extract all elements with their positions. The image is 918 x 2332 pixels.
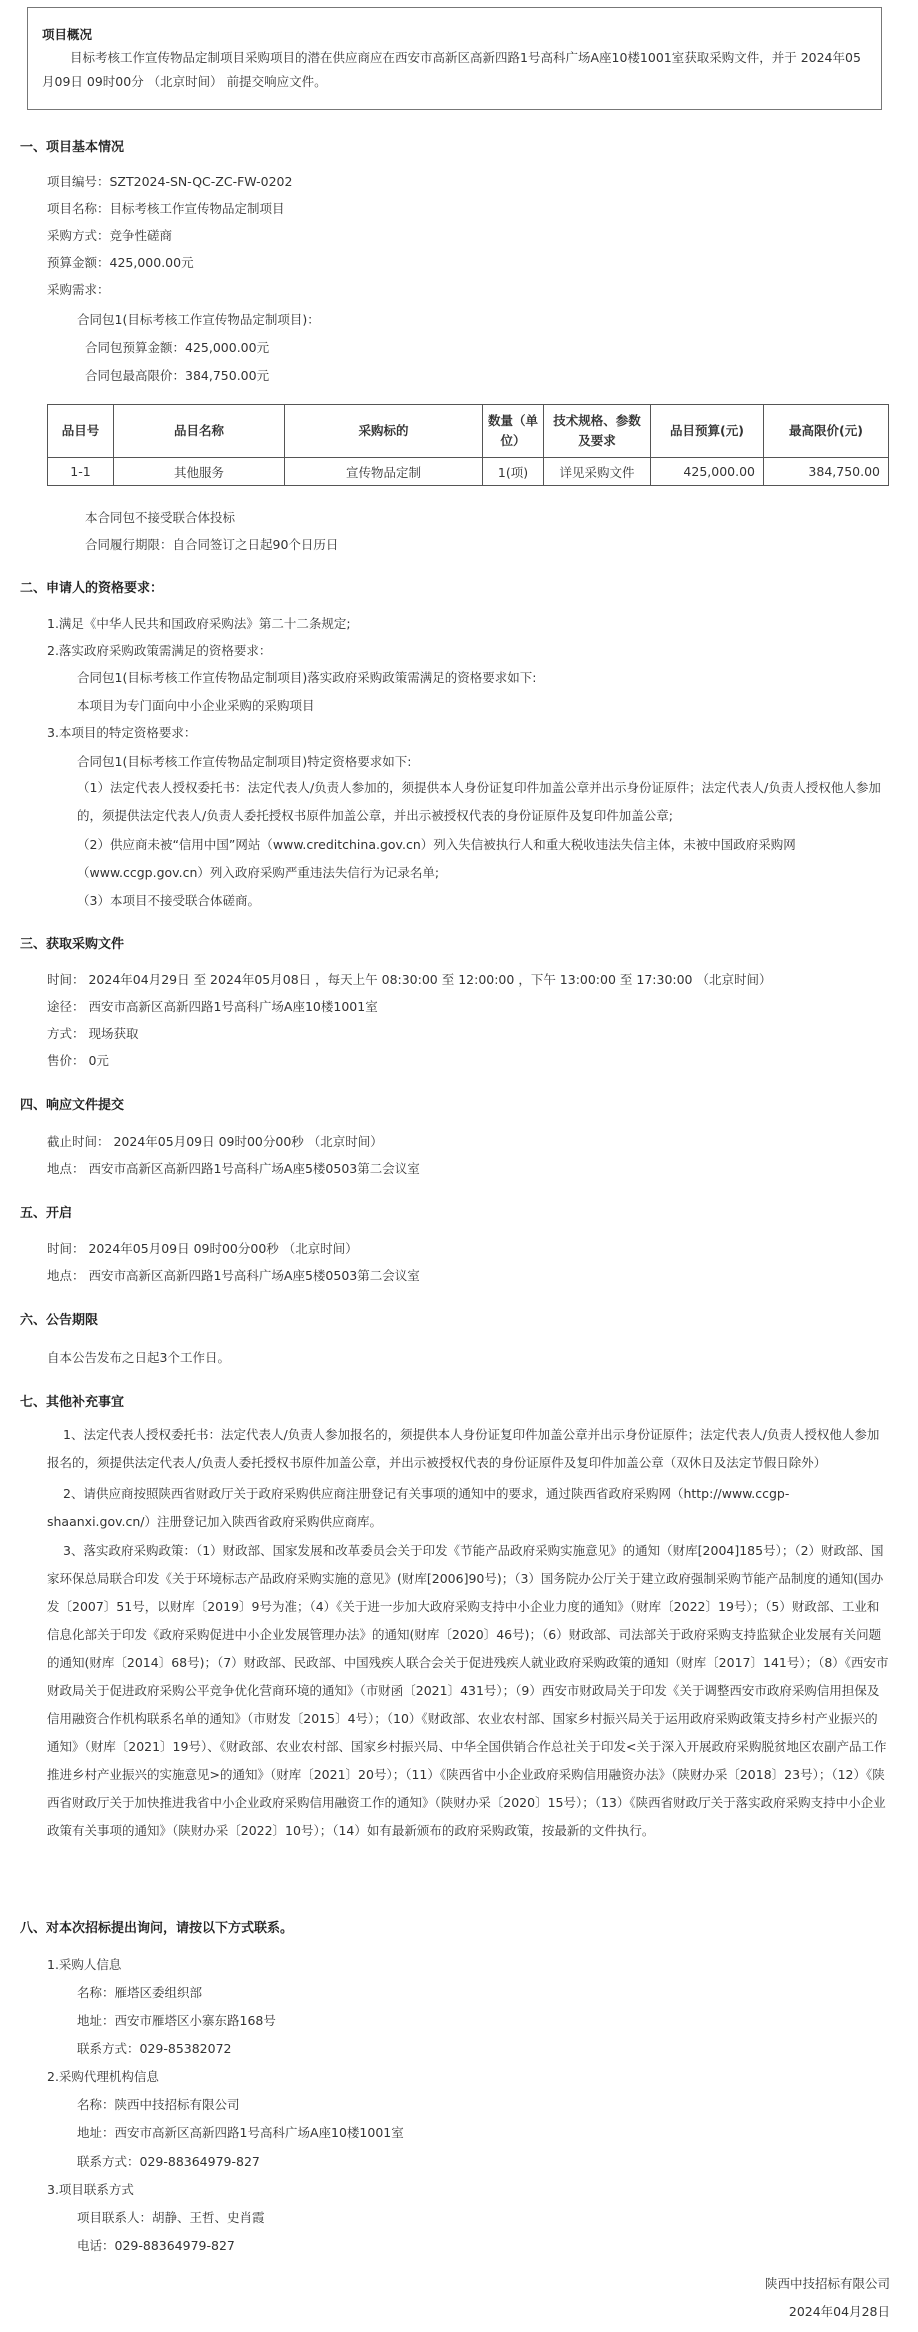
qualification-3: 3.本项目的特定资格要求：: [47, 725, 197, 740]
contact-title: 3.项目联系方式: [47, 2182, 134, 2197]
table-header-row: [48, 405, 889, 458]
qualification-3-item-3: （3）本项目不接受联合体磋商。: [77, 893, 260, 908]
table-cell: 宣传物品定制: [285, 458, 483, 486]
project-number: 项目编号：SZT2024-SN-QC-ZC-FW-0202: [47, 174, 293, 189]
qualification-3-item-2: （2）供应商未被“信用中国”网站（www.creditchina.gov.cn）列入失信被执行人和重大税收违法失信主体，未被中国政府采购网（www.ccgp.gov.cn）列入政府采购严重违法失信行为记录名单;: [77, 837, 796, 880]
col-header: 品目名称: [114, 405, 285, 458]
qualification-2-package: 合同包1(目标考核工作宣传物品定制项目)落实政府采购政策需满足的资格要求如下:: [77, 670, 537, 685]
section-6-heading: 六、公告期限: [20, 1313, 99, 1328]
agency-address: 地址：西安市高新区高新四路1号高科广场A座10楼1001室: [77, 2125, 404, 2140]
qualification-2-text: 本项目为专门面向中小企业采购的采购项目: [77, 698, 315, 713]
procurement-method: 采购方式：竞争性磋商: [47, 228, 173, 243]
table-cell: 425,000.00: [651, 458, 764, 486]
package-title: 合同包1(目标考核工作宣传物品定制项目)：: [77, 312, 320, 327]
footer-organization: 陕西中技招标有限公司: [764, 2276, 890, 2291]
table-cell: 1(项): [483, 458, 544, 486]
budget-amount: 预算金额：425,000.00元: [47, 255, 194, 270]
purchaser-title: 1.采购人信息: [47, 1957, 122, 1972]
agency-name: 名称：陕西中技招标有限公司: [77, 2097, 240, 2112]
supplement-2: 2、请供应商按照陕西省财政厅关于政府采购供应商注册登记有关事项的通知中的要求，通过陕西省政府采购网（http://www.ccgp-shaanxi.gov.cn/）注册登记加入陕西省政府采购供应商库。: [47, 1486, 790, 1529]
announcement-period: 自本公告发布之日起3个工作日。: [47, 1350, 230, 1365]
section-1-heading: 一、项目基本情况: [20, 140, 125, 155]
agency-title: 2.采购代理机构信息: [47, 2069, 159, 2084]
procurement-requirement: 采购需求：: [47, 282, 110, 297]
purchaser-name: 名称：雁塔区委组织部: [77, 1985, 203, 2000]
purchaser-address: 地址：西安市雁塔区小寨东路168号: [77, 2013, 276, 2028]
document-price: 售价： 0元: [47, 1053, 109, 1068]
contract-period: 合同履行期限：自合同签订之日起90个日历日: [85, 537, 339, 552]
qualification-1: 1.满足《中华人民共和国政府采购法》第二十二条规定;: [47, 616, 351, 631]
supplement-1: 1、法定代表人授权委托书：法定代表人/负责人参加报名的，须提供本人身份证复印件加盖公章并出示身份证原件；法定代表人/负责人授权他人参加报名的，须提供法定代表人/负责人委托授权书原件加盖公章，并出示被授权代表的身份证原件及复印件加盖公章（双休日及法定节假日除外）: [47, 1427, 880, 1470]
package-budget: 合同包预算金额：425,000.00元: [85, 340, 270, 355]
package-max-price: 合同包最高限价：384,750.00元: [85, 368, 270, 383]
table-row: [48, 458, 889, 486]
purchaser-phone: 联系方式：029-85382072: [77, 2041, 232, 2056]
table-cell: 详见采购文件: [544, 458, 651, 486]
section-8-heading: 八、对本次招标提出询问，请按以下方式联系。: [20, 1921, 294, 1936]
col-header: 品目预算(元): [651, 405, 764, 458]
opening-time: 时间： 2024年05月09日 09时00分00秒 （北京时间）: [47, 1241, 358, 1256]
qualification-2: 2.落实政府采购政策需满足的资格要求：: [47, 643, 272, 658]
col-header: 采购标的: [285, 405, 483, 458]
section-7-heading: 七、其他补充事宜: [20, 1395, 125, 1410]
submission-deadline: 截止时间： 2024年05月09日 09时00分00秒 （北京时间）: [47, 1134, 383, 1149]
project-name: 项目名称：目标考核工作宣传物品定制项目: [47, 201, 285, 216]
no-union-note: 本合同包不接受联合体投标: [85, 510, 236, 525]
qualification-3-package: 合同包1(目标考核工作宣传物品定制项目)特定资格要求如下:: [77, 754, 412, 769]
footer-date: 2024年04月28日: [788, 2304, 890, 2319]
project-overview-box: [27, 7, 882, 110]
overview-text: 目标考核工作宣传物品定制项目采购项目的潜在供应商应在西安市高新区高新四路1号高科广场A座10楼1001室获取采购文件，并于 2024年05月09日 09时00分 （北京时间） 前提交响应文件。: [42, 50, 861, 89]
contact-people: 项目联系人：胡静、王哲、史肖霞: [77, 2210, 265, 2225]
section-4-heading: 四、响应文件提交: [20, 1098, 125, 1113]
section-5-heading: 五、开启: [20, 1206, 73, 1221]
table-cell: 其他服务: [114, 458, 285, 486]
col-header: 最高限价(元): [764, 405, 889, 458]
table-cell: 1-1: [48, 458, 114, 486]
overview-title: 项目概况: [42, 27, 93, 42]
section-3-heading: 三、获取采购文件: [20, 937, 125, 952]
supplement-3: 3、落实政府采购政策：（1）财政部、国家发展和改革委员会关于印发《节能产品政府采购实施意见》的通知（财库[2004]185号）；（2）财政部、国家环保总局联合印发《关于环境标志产品政府采购实施的意见》(财库[2006]90号)；（3）国务院办公厅关于建立政府强制采购节能产品制度的通知(国办发〔2007〕51号，以财库〔2019〕9号为准；（4）《关于进一步加大政府采购支持中小企业力度的通知》（财库〔2022〕19号）；（5）财政部、工业和信息化部关于印发《政府采购促进中小企业发展管理办法》的通知(财库〔2020〕46号)；（6）财政部、司法部关于政府采购支持监狱企业发展有关问题的通知(财库〔2014〕68号)；（7）财政部、民政部、中国残疾人联合会关于促进残疾人就业政府采购政策的通知（财库〔2017〕141号）；（8）《西安市财政局关于促进政府采购公平竞争优化营商环境的通知》（市财函〔2021〕431号）；（9）西安市财政局关于印发《关于调整西安市政府采购信用担保及信用融资合作机构联系名单的通知》（市财发〔2015〕4号）；（10）《财政部、农业农村部、国家乡村振兴局关于运用政府采购政策支持乡村产业振兴的通知》（财库〔2021〕19号）、《财政部、农业农村部、国家乡村振兴局、中华全国供销合作总社关于印发<关于深入开展政府采购脱贫地区农副产品工作推进乡村产业振兴的实施意见>的通知》（财库〔2021〕20号）；（11）《陕西省中小企业政府采购信用融资办法》（陕财办采〔2018〕23号）；（12）《陕西省财政厅关于加快推进我省中小企业政府采购信用融资工作的通知》（陕财办采〔2020〕15号）；（13）《陕西省财政厅关于落实政府采购支持中小企业政策有关事项的通知》（陕财办采〔2022〕10号）；（14）如有最新颁布的政府采购政策，按最新的文件执行。: [47, 1543, 889, 1838]
table-cell: 384,750.00: [764, 458, 889, 486]
agency-phone: 联系方式：029-88364979-827: [77, 2154, 260, 2169]
submission-place: 地点： 西安市高新区高新四路1号高科广场A座5楼0503第二会议室: [47, 1161, 420, 1176]
obtain-way: 途径： 西安市高新区高新四路1号高科广场A座10楼1001室: [47, 999, 378, 1014]
col-header: 数量（单位）: [483, 405, 544, 458]
items-table: [47, 404, 889, 486]
obtain-time: 时间： 2024年04月29日 至 2024年05月08日 ，每天上午 08:30:00 至 12:00:00 ，下午 13:00:00 至 17:30:00 （北京时间）: [47, 972, 772, 987]
col-header: 技术规格、参数及要求: [544, 405, 651, 458]
col-header: 品目号: [48, 405, 114, 458]
opening-place: 地点： 西安市高新区高新四路1号高科广场A座5楼0503第二会议室: [47, 1268, 420, 1283]
section-2-heading: 二、申请人的资格要求：: [20, 581, 164, 596]
obtain-mode: 方式： 现场获取: [47, 1026, 139, 1041]
qualification-3-item-1: （1）法定代表人授权委托书：法定代表人/负责人参加的，须提供本人身份证复印件加盖公章并出示身份证原件；法定代表人/负责人授权他人参加的，须提供法定代表人/负责人委托授权书原件加盖公章，并出示被授权代表的身份证原件及复印件加盖公章;: [77, 780, 881, 823]
contact-phone: 电话：029-88364979-827: [77, 2238, 235, 2253]
